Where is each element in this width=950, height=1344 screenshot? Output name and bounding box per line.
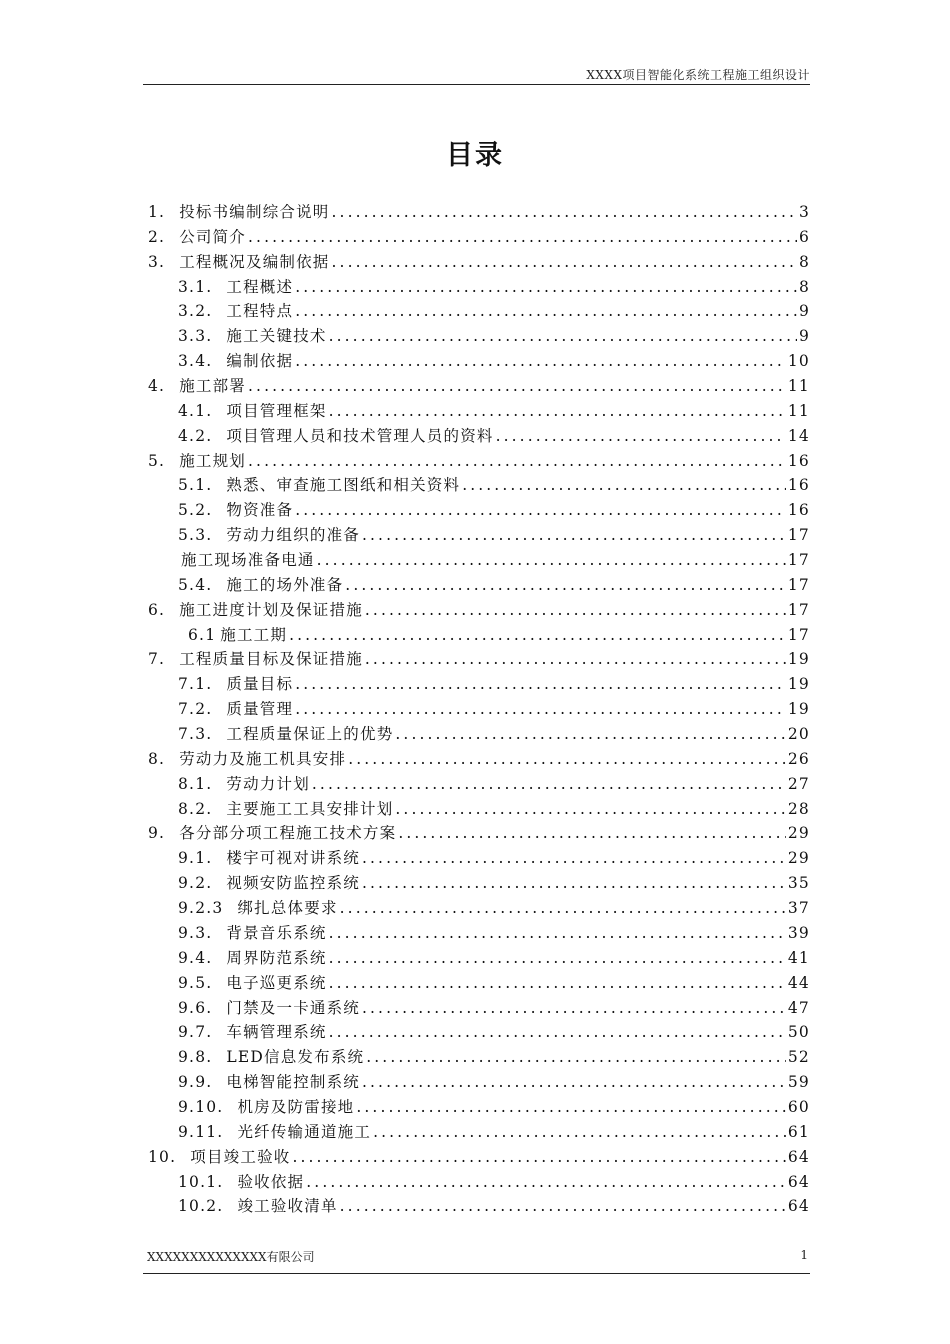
toc-entry-title: 主要施工工具安排计划 bbox=[226, 799, 394, 818]
toc-entry-page: 64 bbox=[787, 1147, 810, 1166]
toc-entry[interactable] bbox=[143, 1045, 810, 1070]
toc-entry-title: 项目管理框架 bbox=[226, 401, 327, 420]
toc-entry-page: 6 bbox=[798, 227, 810, 246]
toc-entry-title: 工程质量目标及保证措施 bbox=[179, 650, 363, 669]
toc-entry[interactable] bbox=[143, 1120, 810, 1145]
toc-entry-number: 4.1. bbox=[178, 401, 213, 420]
toc-entry-page: 17 bbox=[787, 551, 810, 570]
toc-entry-page: 20 bbox=[787, 725, 810, 744]
toc-entry[interactable] bbox=[143, 349, 810, 374]
toc-entry-title: 工程概况及编制依据 bbox=[179, 252, 330, 271]
toc-leader-dots bbox=[365, 601, 786, 619]
toc-entry[interactable] bbox=[143, 772, 810, 797]
toc-entry[interactable] bbox=[143, 1170, 810, 1195]
toc-entry-page: 9 bbox=[798, 302, 810, 321]
toc-entry-title: LED信息发布系统 bbox=[226, 1048, 365, 1067]
toc-leader-dots bbox=[348, 750, 786, 768]
toc-entry[interactable] bbox=[143, 573, 810, 598]
toc-entry-page: 27 bbox=[787, 774, 810, 793]
toc-entry-title: 熟悉、审查施工图纸和相关资料 bbox=[226, 476, 461, 495]
toc-entry-page: 16 bbox=[787, 451, 810, 470]
toc-entry-page: 61 bbox=[787, 1122, 810, 1141]
toc-entry-number: 5.2. bbox=[178, 501, 213, 520]
toc-leader-dots bbox=[295, 501, 786, 519]
toc-entry-title: 施工进度计划及保证措施 bbox=[179, 600, 363, 619]
toc-entry-title: 施工部署 bbox=[179, 377, 247, 396]
toc-entry-title: 背景音乐系统 bbox=[226, 923, 327, 942]
toc-entry-title: 电子巡更系统 bbox=[226, 973, 327, 992]
toc-leader-dots bbox=[332, 203, 797, 221]
toc-entry-page: 8 bbox=[798, 252, 810, 271]
toc-leader-dots bbox=[462, 476, 786, 494]
toc-entry-page: 17 bbox=[787, 625, 810, 644]
toc-entry-number: 8.2. bbox=[178, 799, 213, 818]
toc-entry-page: 35 bbox=[787, 874, 810, 893]
toc-entry[interactable] bbox=[143, 374, 810, 399]
toc-entry-number: 7.3. bbox=[178, 725, 213, 744]
toc-entry-title: 视频安防监控系统 bbox=[226, 874, 360, 893]
toc-leader-dots bbox=[395, 800, 785, 818]
toc-entry-number: 10.2. bbox=[178, 1197, 224, 1216]
toc-entry[interactable] bbox=[143, 299, 810, 324]
toc-leader-dots bbox=[295, 302, 797, 320]
toc-entry-page: 39 bbox=[787, 923, 810, 942]
toc-entry[interactable] bbox=[143, 821, 810, 846]
toc-entry-title: 机房及防雷接地 bbox=[237, 1097, 355, 1116]
toc-leader-dots bbox=[289, 626, 786, 644]
toc-entry-number: 9.5. bbox=[178, 973, 213, 992]
toc-entry-title: 门禁及一卡通系统 bbox=[226, 998, 360, 1017]
toc-entry-page: 37 bbox=[787, 899, 810, 918]
toc-entry[interactable] bbox=[143, 1145, 810, 1170]
toc-entry[interactable] bbox=[143, 399, 810, 424]
toc-entry-title: 施工现场准备电通 bbox=[181, 551, 315, 570]
footer-page-number: 1 bbox=[800, 1248, 808, 1262]
table-of-contents bbox=[143, 200, 810, 1219]
toc-entry-page: 52 bbox=[787, 1048, 810, 1067]
toc-entry[interactable] bbox=[143, 647, 810, 672]
toc-entry-title: 物资准备 bbox=[226, 501, 294, 520]
toc-entry-title: 施工的场外准备 bbox=[226, 575, 344, 594]
toc-entry-number: 9.4. bbox=[178, 948, 213, 967]
toc-entry[interactable] bbox=[143, 846, 810, 871]
toc-entry[interactable] bbox=[143, 871, 810, 896]
toc-entry-title: 投标书编制综合说明 bbox=[179, 203, 330, 221]
toc-entry[interactable] bbox=[143, 971, 810, 996]
toc-entry[interactable] bbox=[143, 449, 810, 474]
toc-entry[interactable] bbox=[143, 1194, 810, 1219]
toc-entry[interactable] bbox=[143, 424, 810, 449]
toc-leader-dots bbox=[312, 775, 786, 793]
toc-entry-number: 4. bbox=[148, 377, 166, 396]
toc-entry-page: 9 bbox=[798, 327, 810, 346]
toc-entry-title: 劳动力计划 bbox=[226, 774, 310, 793]
toc-entry-title: 车辆管理系统 bbox=[226, 1023, 327, 1042]
toc-leader-dots bbox=[496, 427, 786, 445]
toc-entry-page: 28 bbox=[787, 799, 810, 818]
toc-entry[interactable] bbox=[143, 324, 810, 349]
toc-entry[interactable] bbox=[143, 473, 810, 498]
toc-entry[interactable] bbox=[143, 548, 810, 573]
toc-entry[interactable] bbox=[143, 1095, 810, 1120]
toc-entry-page: 64 bbox=[787, 1197, 810, 1216]
toc-entry-title: 质量管理 bbox=[226, 700, 294, 719]
toc-entry-number: 9.11. bbox=[178, 1122, 224, 1141]
toc-entry-page: 44 bbox=[787, 973, 810, 992]
toc-entry-number: 3.1. bbox=[178, 277, 213, 296]
toc-entry-number: 5. bbox=[148, 451, 166, 470]
toc-leader-dots bbox=[340, 1197, 786, 1215]
toc-leader-dots bbox=[248, 377, 786, 395]
toc-entry-page: 8 bbox=[798, 277, 810, 296]
toc-entry-number: 9.6. bbox=[178, 998, 213, 1017]
toc-entry-title: 质量目标 bbox=[226, 675, 294, 694]
toc-leader-dots bbox=[398, 824, 786, 842]
toc-leader-dots bbox=[395, 725, 785, 743]
toc-entry-page: 19 bbox=[787, 675, 810, 694]
toc-entry[interactable] bbox=[143, 747, 810, 772]
toc-entry-page: 3 bbox=[798, 203, 810, 221]
toc-entry[interactable] bbox=[143, 523, 810, 548]
footer-rule bbox=[143, 1273, 810, 1274]
toc-entry-page: 29 bbox=[787, 824, 810, 843]
toc-leader-dots bbox=[329, 327, 797, 345]
toc-entry[interactable] bbox=[143, 996, 810, 1021]
toc-entry-title: 工程特点 bbox=[226, 302, 294, 321]
toc-entry-title: 编制依据 bbox=[226, 352, 294, 371]
toc-entry-number: 3. bbox=[148, 252, 166, 271]
running-header: XXXX项目智能化系统工程施工组织设计 bbox=[586, 68, 810, 82]
toc-entry[interactable] bbox=[143, 623, 810, 648]
toc-entry-title: 施工关键技术 bbox=[226, 327, 327, 346]
toc-entry-number: 2. bbox=[148, 227, 166, 246]
toc-entry-number: 8. bbox=[148, 749, 166, 768]
toc-entry-number: 7.1. bbox=[178, 675, 213, 694]
toc-leader-dots bbox=[295, 700, 786, 718]
toc-leader-dots bbox=[366, 1048, 786, 1066]
toc-entry[interactable] bbox=[143, 275, 810, 300]
toc-entry-title: 项目管理人员和技术管理人员的资料 bbox=[226, 426, 494, 445]
toc-entry[interactable] bbox=[143, 672, 810, 697]
toc-entry-page: 41 bbox=[787, 948, 810, 967]
toc-entry-title: 工程质量保证上的优势 bbox=[226, 725, 394, 744]
toc-leader-dots bbox=[362, 1073, 786, 1091]
toc-leader-dots bbox=[329, 402, 786, 420]
toc-entry-page: 29 bbox=[787, 849, 810, 868]
toc-leader-dots bbox=[362, 999, 786, 1017]
toc-leader-dots bbox=[329, 949, 786, 967]
toc-leader-dots bbox=[332, 253, 797, 271]
toc-entry-number: 9. bbox=[148, 824, 166, 843]
toc-entry-number: 9.2. bbox=[178, 874, 213, 893]
toc-entry-title: 各分部分项工程施工技术方案 bbox=[179, 824, 397, 843]
toc-leader-dots bbox=[295, 278, 797, 296]
toc-leader-dots bbox=[345, 576, 786, 594]
toc-entry-number: 3.3. bbox=[178, 327, 213, 346]
toc-leader-dots bbox=[365, 650, 786, 668]
toc-entry-title: 公司简介 bbox=[179, 227, 247, 246]
toc-entry-title: 劳动力组织的准备 bbox=[226, 526, 360, 545]
toc-entry-page: 26 bbox=[787, 749, 810, 768]
toc-entry-number: 3.2. bbox=[178, 302, 213, 321]
toc-entry-page: 16 bbox=[787, 501, 810, 520]
toc-entry-title: 电梯智能控制系统 bbox=[226, 1073, 360, 1092]
toc-entry-title: 工程概述 bbox=[226, 277, 294, 296]
toc-title: 目录 bbox=[446, 140, 504, 171]
toc-entry-page: 11 bbox=[787, 401, 810, 420]
toc-entry-title: 劳动力及施工机具安排 bbox=[179, 749, 347, 768]
toc-entry[interactable] bbox=[143, 1020, 810, 1045]
toc-leader-dots bbox=[373, 1123, 786, 1141]
toc-entry-page: 19 bbox=[787, 700, 810, 719]
toc-entry-title: 楼宇可视对讲系统 bbox=[226, 849, 360, 868]
toc-entry-page: 60 bbox=[787, 1097, 810, 1116]
toc-entry-title: 项目竣工验收 bbox=[190, 1147, 291, 1166]
toc-entry-page: 10 bbox=[787, 352, 810, 371]
toc-entry[interactable] bbox=[143, 200, 810, 225]
toc-leader-dots bbox=[248, 452, 786, 470]
toc-entry-number: 6. bbox=[148, 600, 166, 619]
toc-entry-number: 10.1. bbox=[178, 1172, 224, 1191]
toc-entry-page: 17 bbox=[787, 526, 810, 545]
toc-entry-number: 9.2.3 bbox=[178, 899, 224, 918]
toc-entry-number: 5.1. bbox=[178, 476, 213, 495]
toc-entry-number: 1. bbox=[148, 203, 166, 221]
toc-entry-page: 50 bbox=[787, 1023, 810, 1042]
toc-entry[interactable] bbox=[143, 1070, 810, 1095]
toc-leader-dots bbox=[329, 1023, 786, 1041]
toc-leader-dots bbox=[362, 849, 786, 867]
toc-leader-dots bbox=[340, 899, 786, 917]
toc-leader-dots bbox=[329, 924, 786, 942]
toc-entry-number: 3.4. bbox=[178, 352, 213, 371]
toc-entry[interactable] bbox=[143, 250, 810, 275]
toc-entry-number: 9.3. bbox=[178, 923, 213, 942]
toc-entry[interactable] bbox=[143, 797, 810, 822]
toc-entry-number: 5.4. bbox=[178, 575, 213, 594]
toc-entry-number: 5.3. bbox=[178, 526, 213, 545]
toc-entry[interactable] bbox=[143, 225, 810, 250]
toc-entry-page: 11 bbox=[787, 377, 810, 396]
toc-entry-page: 59 bbox=[787, 1073, 810, 1092]
toc-entry-number: 6.1 bbox=[188, 625, 217, 644]
toc-leader-dots bbox=[248, 228, 797, 246]
toc-entry-title: 周界防范系统 bbox=[226, 948, 327, 967]
toc-leader-dots bbox=[317, 551, 786, 569]
toc-entry-title: 绑扎总体要求 bbox=[237, 899, 338, 918]
toc-entry-page: 17 bbox=[787, 575, 810, 594]
toc-entry-title: 施工规划 bbox=[179, 451, 247, 470]
toc-entry-page: 17 bbox=[787, 600, 810, 619]
toc-entry[interactable] bbox=[143, 896, 810, 921]
toc-entry-number: 8.1. bbox=[178, 774, 213, 793]
toc-entry-number: 9.1. bbox=[178, 849, 213, 868]
toc-entry-number: 10. bbox=[148, 1147, 177, 1166]
toc-leader-dots bbox=[292, 1148, 785, 1166]
toc-entry-page: 14 bbox=[787, 426, 810, 445]
toc-entry-title: 施工工期 bbox=[220, 625, 288, 644]
toc-leader-dots bbox=[306, 1173, 786, 1191]
toc-leader-dots bbox=[356, 1098, 786, 1116]
toc-entry-number: 7. bbox=[148, 650, 166, 669]
toc-entry-number: 9.9. bbox=[178, 1073, 213, 1092]
toc-entry[interactable] bbox=[143, 697, 810, 722]
toc-entry-title: 光纤传输通道施工 bbox=[237, 1122, 372, 1141]
toc-leader-dots bbox=[329, 974, 786, 992]
toc-entry-page: 16 bbox=[787, 476, 810, 495]
toc-leader-dots bbox=[295, 675, 786, 693]
toc-leader-dots bbox=[295, 352, 786, 370]
toc-entry-title: 验收依据 bbox=[237, 1172, 305, 1191]
toc-entry-number: 9.7. bbox=[178, 1023, 213, 1042]
toc-entry-page: 64 bbox=[787, 1172, 810, 1191]
toc-entry-number: 9.8. bbox=[178, 1048, 213, 1067]
footer-company: XXXXXXXXXXXXXX有限公司 bbox=[147, 1250, 315, 1264]
toc-entry[interactable] bbox=[143, 946, 810, 971]
toc-entry-page: 19 bbox=[787, 650, 810, 669]
toc-entry-number: 7.2. bbox=[178, 700, 213, 719]
header-rule bbox=[143, 84, 810, 85]
toc-leader-dots bbox=[362, 526, 786, 544]
toc-entry-title: 竣工验收清单 bbox=[237, 1197, 338, 1216]
toc-entry[interactable] bbox=[143, 722, 810, 747]
toc-entry[interactable] bbox=[143, 921, 810, 946]
toc-entry[interactable] bbox=[143, 498, 810, 523]
toc-entry-number: 4.2. bbox=[178, 426, 213, 445]
toc-entry-number: 9.10. bbox=[178, 1097, 224, 1116]
toc-leader-dots bbox=[362, 874, 786, 892]
toc-entry-page: 47 bbox=[787, 998, 810, 1017]
toc-entry[interactable] bbox=[143, 598, 810, 623]
